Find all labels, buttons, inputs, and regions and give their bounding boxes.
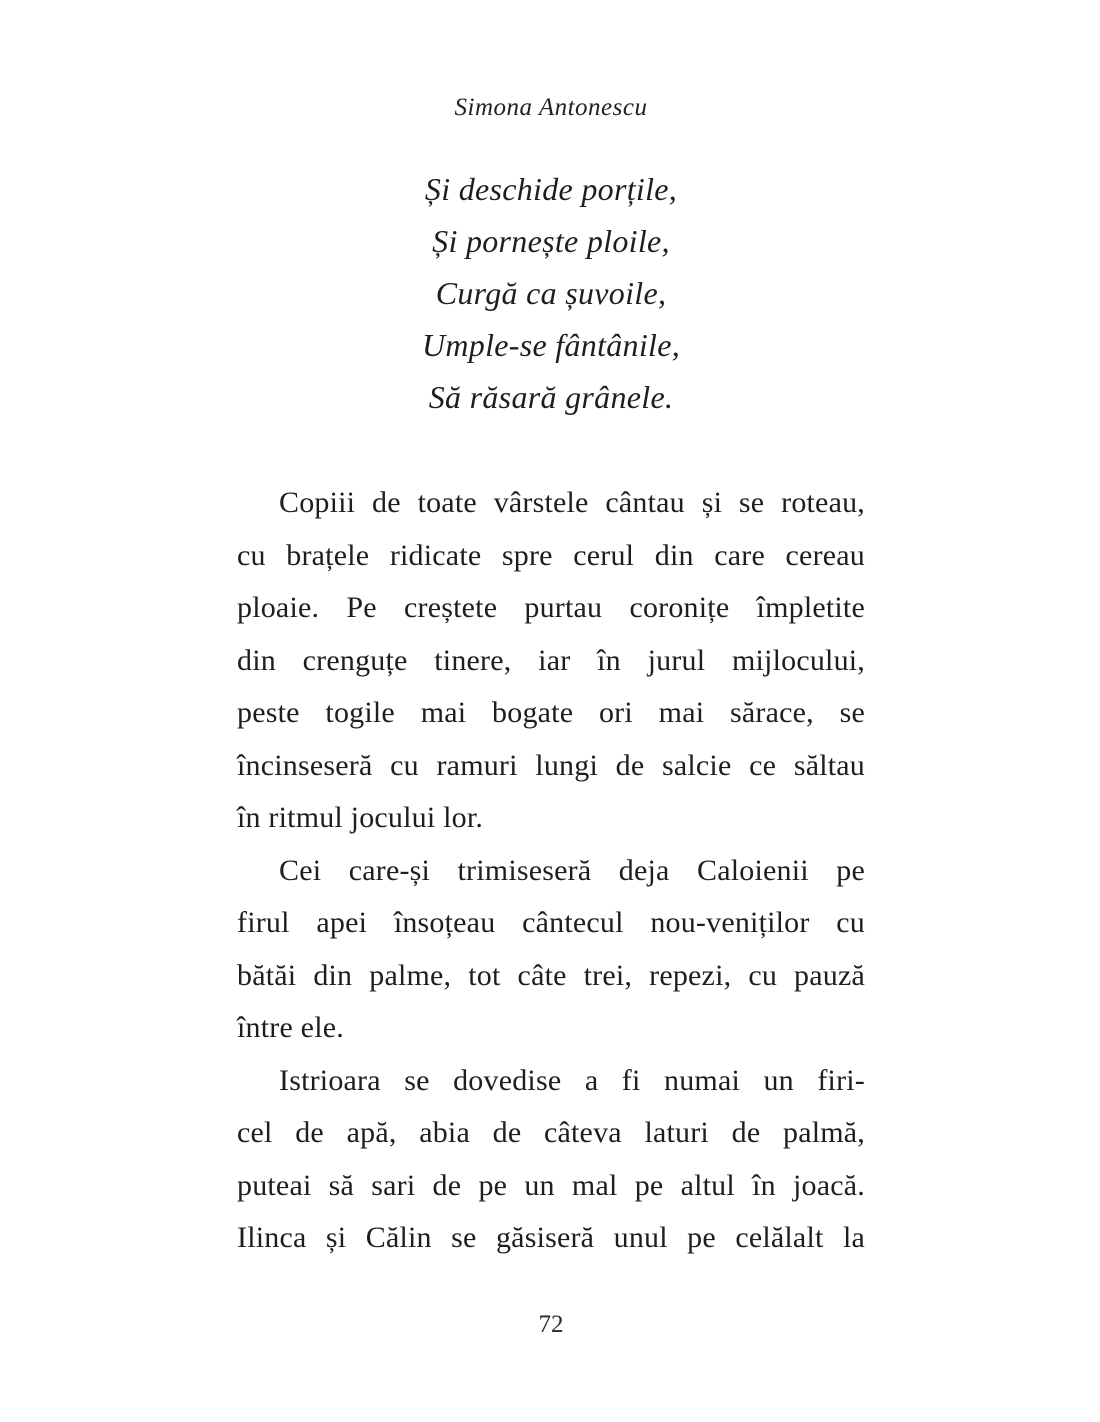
body-line: Istrioara se dovedise a fi numai un firi- [279, 1063, 865, 1097]
body-text [237, 477, 865, 1265]
verse-line: Și deschide porțile, [424, 171, 678, 207]
verse-block [187, 163, 915, 423]
body-line: din crenguțe tinere, iar în jurul mijlocului, [237, 643, 865, 677]
running-header-author: Simona Antonescu [454, 94, 648, 121]
body-line: Cei care-și trimiseseră deja Caloienii pe [279, 853, 865, 887]
body-line: Copiii de toate vârstele cântau și se roteau, [279, 486, 865, 519]
body-line: ploaie. Pe creștete purtau coronițe împletite [237, 591, 865, 624]
body-line: cel de apă, abia de câteva laturi de palmă, [237, 1116, 865, 1149]
body-line: bătăi din palme, tot câte trei, repezi, cu pauză [237, 958, 865, 992]
verse-line: Să răsară grânele. [428, 379, 674, 415]
body-line: puteai să sari de pe un mal pe altul în joacă. [237, 1168, 865, 1202]
verse-line: Și pornește ploile, [432, 223, 670, 259]
verse-line: Curgă ca șuvoile, [435, 275, 667, 311]
body-line: Ilinca și Călin se găsiseră unul pe celălalt la [237, 1221, 865, 1254]
body-line: peste togile mai bogate ori mai sărace, se [237, 696, 865, 729]
body-line: cu brațele ridicate spre cerul din care cereau [237, 538, 865, 572]
body-line: firul apei însoțeau cântecul nou-veniților cu [237, 906, 865, 939]
body-line: în ritmul jocului lor. [237, 801, 484, 834]
page-number: 72 [538, 1311, 564, 1338]
body-line: între ele. [237, 1011, 344, 1044]
body-line: încinseseră cu ramuri lungi de salcie ce săltau [237, 748, 865, 782]
verse-line: Umple-se fântânile, [421, 327, 681, 363]
